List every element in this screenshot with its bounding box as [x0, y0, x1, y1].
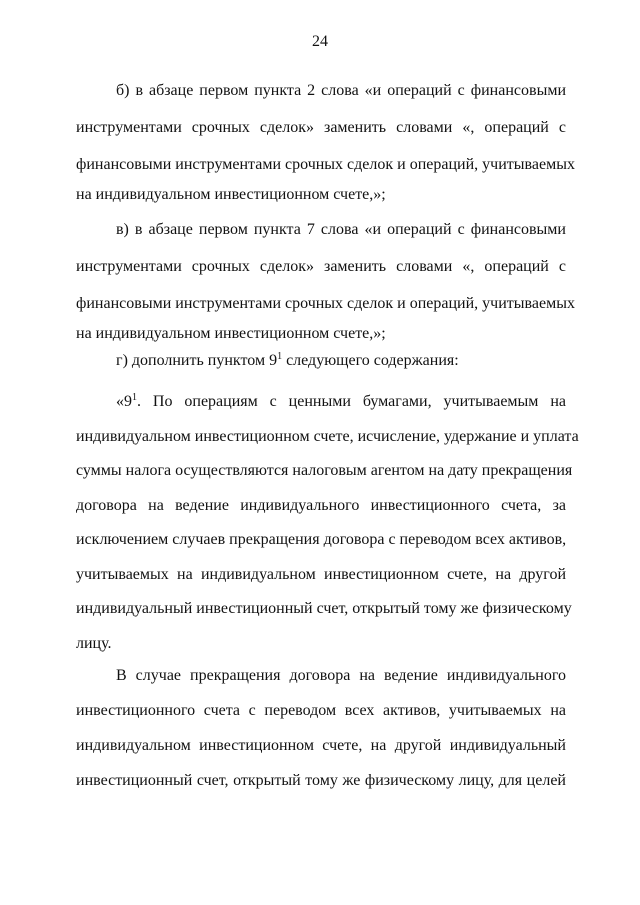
text-line: б) в абзаце первом пункта 2 слова «и операций с финансовыми [116, 82, 566, 99]
paragraph-last [76, 658, 566, 798]
text-line: индивидуальном инвестиционном счете, на другой индивидуальный [76, 737, 566, 754]
text-line [76, 385, 566, 420]
text-line: исключением случаев прекращения договора с переводом всех активов, [76, 531, 567, 548]
text-line: финансовыми инструментами срочных сделок и операций, учитываемых [76, 156, 575, 173]
paragraph-g [76, 349, 566, 373]
text-line: инструментами срочных сделок» заменить словами «, операций с [76, 119, 566, 136]
text-line: учитываемых на индивидуальном инвестиционном счете, на другой [76, 565, 566, 583]
text-line: инструментами срочных сделок» заменить словами «, операций с [76, 258, 566, 275]
text-line: финансовыми инструментами срочных сделок и операций, учитываемых [76, 295, 575, 312]
text-fragment: г) дополнить пунктом 9 [116, 352, 278, 369]
text-line: в) в абзаце первом пункта 7 слова «и операций с финансовыми [116, 221, 566, 238]
text-line: В случае прекращения договора на ведение индивидуального [116, 667, 566, 684]
paragraph-9-1 [76, 385, 579, 661]
text-line: инвестиционный счет, открытый тому же физическому лицу, для целей [76, 772, 566, 789]
text-line: на индивидуальном инвестиционном счете,»; [76, 325, 386, 342]
superscript: 1 [132, 392, 137, 403]
paragraph-b [76, 72, 575, 207]
text-line: инвестиционного счета с переводом всех активов, учитываемых на [76, 702, 566, 719]
text-line: на индивидуальном инвестиционном счете,»; [76, 186, 386, 203]
text-fragment: . По операциям с ценными бумагами, учитываемым на [137, 393, 566, 410]
text-line [76, 349, 566, 373]
text-line: индивидуальный инвестиционный счет, открытый тому же физическому [76, 600, 572, 617]
text-line: индивидуальном инвестиционном счете, исчисление, удержание и уплата [76, 427, 579, 445]
superscript: 1 [277, 351, 283, 362]
text-line: суммы налога осуществляются налоговым агентом на дату прекращения [76, 462, 573, 479]
text-line: лицу. [76, 634, 112, 652]
page-number: 24 [312, 33, 328, 50]
text-fragment: следующего содержания: [282, 352, 459, 369]
text-line: договора на ведение индивидуального инвестиционного счета, за [76, 496, 566, 514]
text-fragment: «9 [116, 393, 132, 410]
paragraph-v [76, 211, 575, 346]
